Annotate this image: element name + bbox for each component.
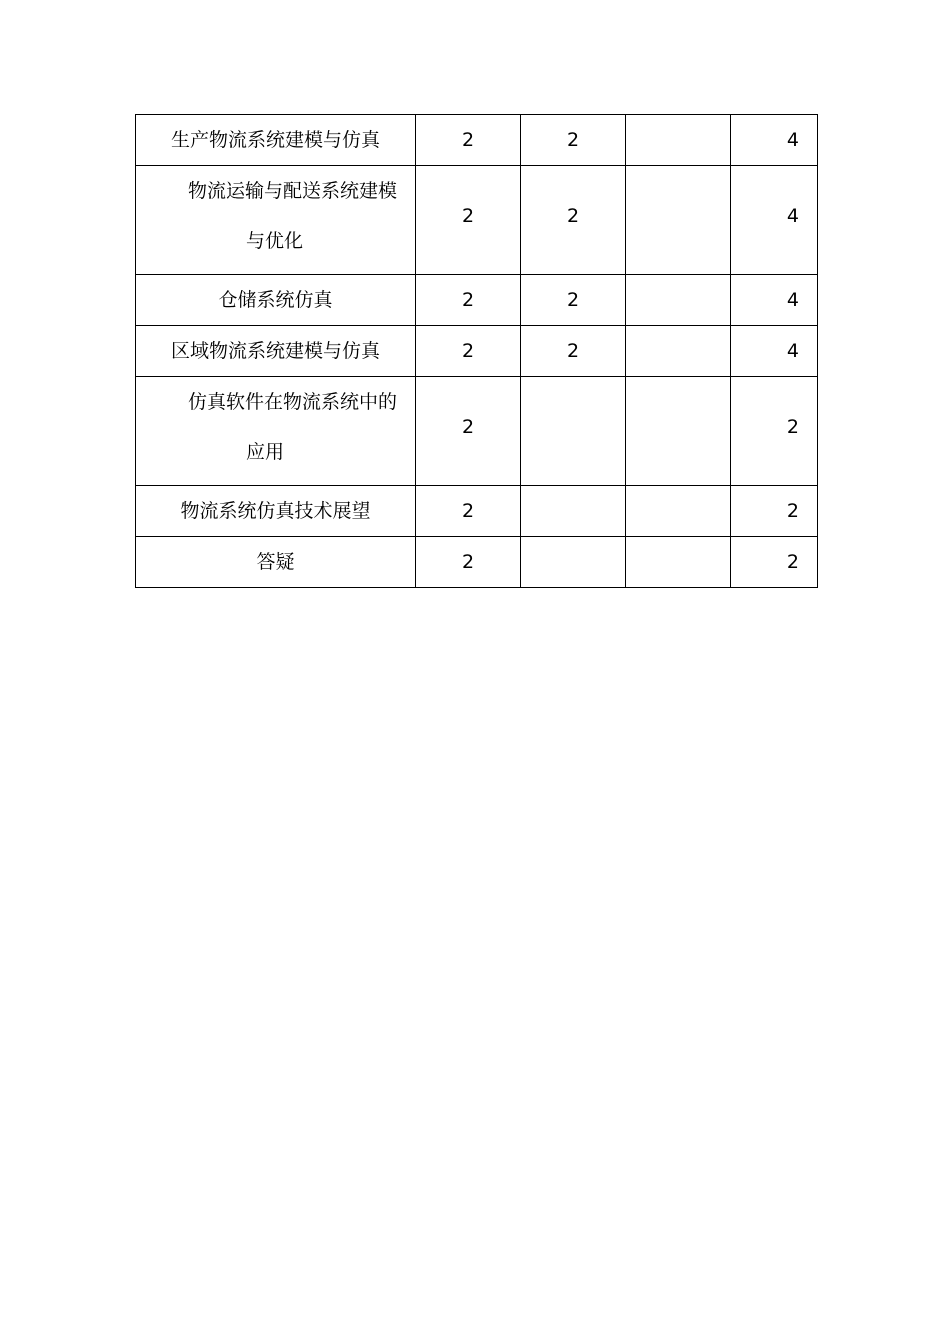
hours-cell-c	[626, 537, 731, 588]
hours-total-cell: 4	[731, 326, 818, 377]
hours-total-cell: 2	[731, 486, 818, 537]
hours-cell-a: 2	[416, 115, 521, 166]
hours-cell-c	[626, 326, 731, 377]
hours-total-cell: 4	[731, 275, 818, 326]
hours-cell-b: 2	[521, 326, 626, 377]
hours-cell-b	[521, 486, 626, 537]
hours-cell-c	[626, 486, 731, 537]
hours-cell-c	[626, 377, 731, 486]
table-row	[136, 377, 818, 486]
hours-cell-a: 2	[416, 326, 521, 377]
hours-cell-a: 2	[416, 537, 521, 588]
hours-cell-b: 2	[521, 115, 626, 166]
hours-cell-c	[626, 275, 731, 326]
table-row	[136, 326, 818, 377]
course-hours-table	[135, 114, 818, 588]
hours-cell-b: 2	[521, 166, 626, 275]
topic-cell: 仿真软件在物流系统中的 应用	[136, 377, 416, 486]
topic-cell: 物流运输与配送系统建模 与优化	[136, 166, 416, 275]
hours-cell-b	[521, 537, 626, 588]
topic-cell: 物流系统仿真技术展望	[136, 486, 416, 537]
topic-cell: 区域物流系统建模与仿真	[136, 326, 416, 377]
hours-total-cell: 4	[731, 115, 818, 166]
table-row	[136, 486, 818, 537]
hours-cell-a: 2	[416, 377, 521, 486]
hours-cell-b: 2	[521, 275, 626, 326]
table-row	[136, 537, 818, 588]
hours-cell-a: 2	[416, 275, 521, 326]
hours-total-cell: 2	[731, 537, 818, 588]
hours-total-cell: 4	[731, 166, 818, 275]
topic-cell: 生产物流系统建模与仿真	[136, 115, 416, 166]
hours-cell-c	[626, 115, 731, 166]
hours-cell-a: 2	[416, 166, 521, 275]
hours-cell-c	[626, 166, 731, 275]
hours-cell-a: 2	[416, 486, 521, 537]
hours-total-cell: 2	[731, 377, 818, 486]
hours-cell-b	[521, 377, 626, 486]
table-row	[136, 115, 818, 166]
topic-cell: 仓储系统仿真	[136, 275, 416, 326]
topic-cell: 答疑	[136, 537, 416, 588]
table-row	[136, 275, 818, 326]
table-row	[136, 166, 818, 275]
